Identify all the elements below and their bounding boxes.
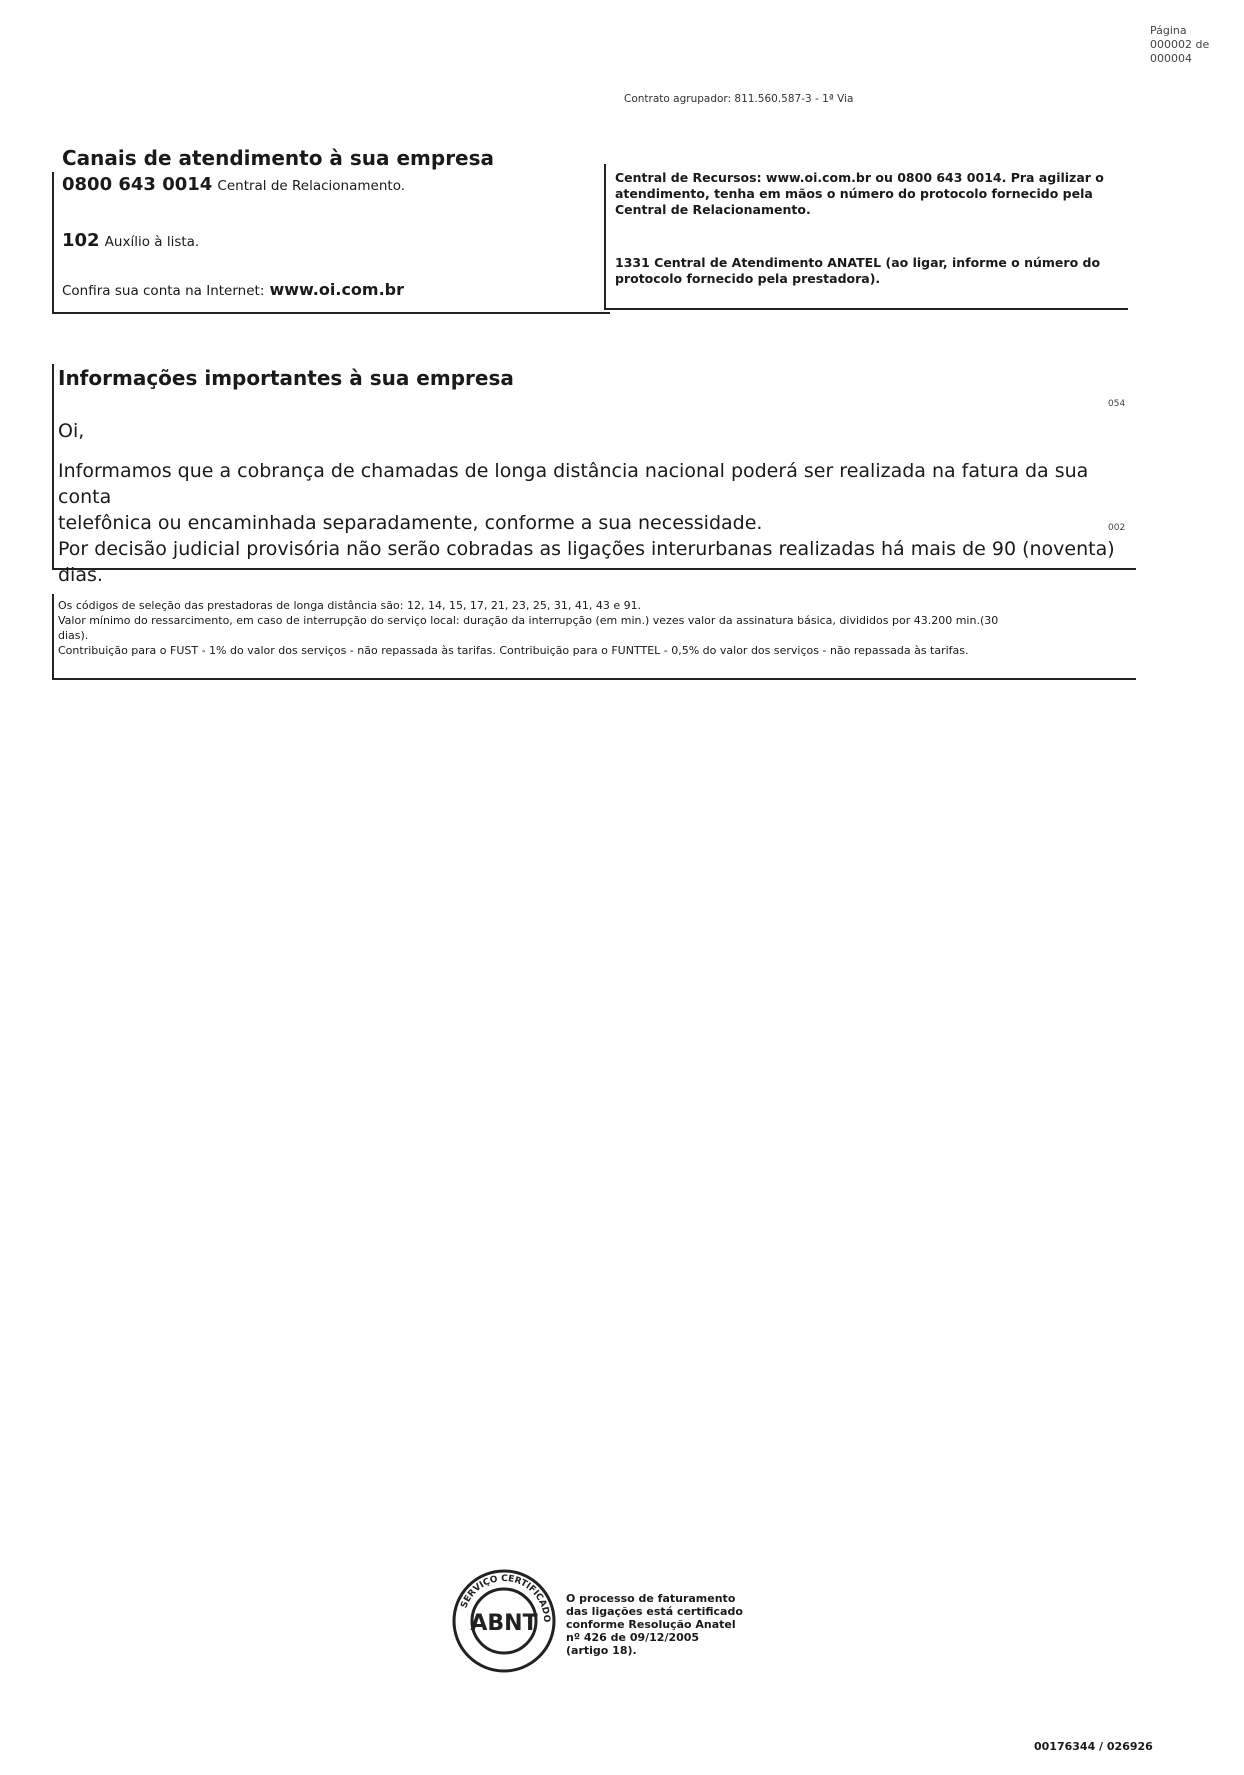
list-number: 102 xyxy=(62,230,100,251)
info-paragraph-2: Por decisão judicial provisória não serão cobradas as ligações interurbanas realizadas há mais de 90 (noventa) dias. xyxy=(58,538,1115,586)
info-paragraph-1 xyxy=(58,458,1118,536)
certification-text xyxy=(566,1592,746,1657)
info-para1-line2: telefônica ou encaminhada separadamente, conforme a sua necessidade. xyxy=(58,512,763,534)
info-code-1: 054 xyxy=(1108,399,1126,409)
page-number xyxy=(1150,24,1210,66)
cert-line-3: conforme Resolução Anatel xyxy=(566,1618,736,1631)
anatel-line-1: 1331 Central de Atendimento ANATEL (ao ligar, informe o número do xyxy=(615,255,1101,270)
channels-title: Canais de atendimento à sua empresa xyxy=(62,146,495,170)
info-code-2: 002 xyxy=(1108,523,1126,533)
list-line xyxy=(62,230,199,251)
phone-number: 0800 643 0014 xyxy=(62,174,213,195)
note-line-1: Os códigos de seleção das prestadoras de longa distância são: 12, 14, 15, 17, 21, 23, 25, 31, 41, 43 e 91. xyxy=(58,599,642,612)
notes-text xyxy=(58,598,1130,658)
internet-line xyxy=(62,280,404,299)
cert-line-1: O processo de faturamento xyxy=(566,1592,736,1605)
note-line-2: Valor mínimo do ressarcimento, em caso de interrupção do serviço local: duração da interrupção (em min.) vezes valor da assinatura básica, divididos por 43.200 min.(30 xyxy=(58,614,999,627)
resources-text xyxy=(615,170,1115,218)
anatel-line-2: protocolo fornecido pela prestadora). xyxy=(615,271,881,286)
resources-line-3: Central de Relacionamento. xyxy=(615,202,811,217)
seal-center-text: ABNT xyxy=(470,1611,538,1636)
greeting: Oi, xyxy=(58,420,85,442)
anatel-text xyxy=(615,255,1115,287)
page-total: 000004 xyxy=(1150,52,1192,65)
note-line-4: Contribuição para o FUST - 1% do valor dos serviços - não repassada às tarifas. Contribuição para o FUNTTEL - 0,5% do valor dos serviços - não repassada às tarifas. xyxy=(58,644,969,657)
page-current: 000002 de xyxy=(1150,38,1210,51)
note-line-3: dias). xyxy=(58,629,89,642)
seal-ring-text: SERVIÇO CERTIFICADO xyxy=(459,1573,552,1623)
info-para1-line1: Informamos que a cobrança de chamadas de longa distância nacional poderá ser realizada na fatura da sua conta xyxy=(58,460,1089,508)
internet-label: Confira sua conta na Internet: xyxy=(62,283,265,299)
info-title: Informações importantes à sua empresa xyxy=(58,366,514,390)
page-label: Página xyxy=(1150,24,1187,37)
list-desc: Auxílio à lista. xyxy=(104,234,200,250)
internet-url[interactable]: www.oi.com.br xyxy=(269,280,405,299)
cert-line-2: das ligações está certificado xyxy=(566,1605,743,1618)
resources-line-1: Central de Recursos: www.oi.com.br ou 0800 643 0014. Pra agilizar o xyxy=(615,170,1104,185)
contract-number: Contrato agrupador: 811.560.587-3 - 1ª Via xyxy=(624,93,854,105)
cert-line-5: (artigo 18). xyxy=(566,1644,637,1657)
phone-line xyxy=(62,174,405,195)
footer-code: 00176344 / 026926 xyxy=(1034,1740,1153,1753)
phone-desc: Central de Relacionamento. xyxy=(217,178,406,194)
cert-line-4: nº 426 de 09/12/2005 xyxy=(566,1631,700,1644)
abnt-seal-icon xyxy=(448,1563,560,1675)
resources-line-2: atendimento, tenha em mãos o número do protocolo fornecido pela xyxy=(615,186,1093,201)
abnt-seal xyxy=(448,1563,560,1675)
